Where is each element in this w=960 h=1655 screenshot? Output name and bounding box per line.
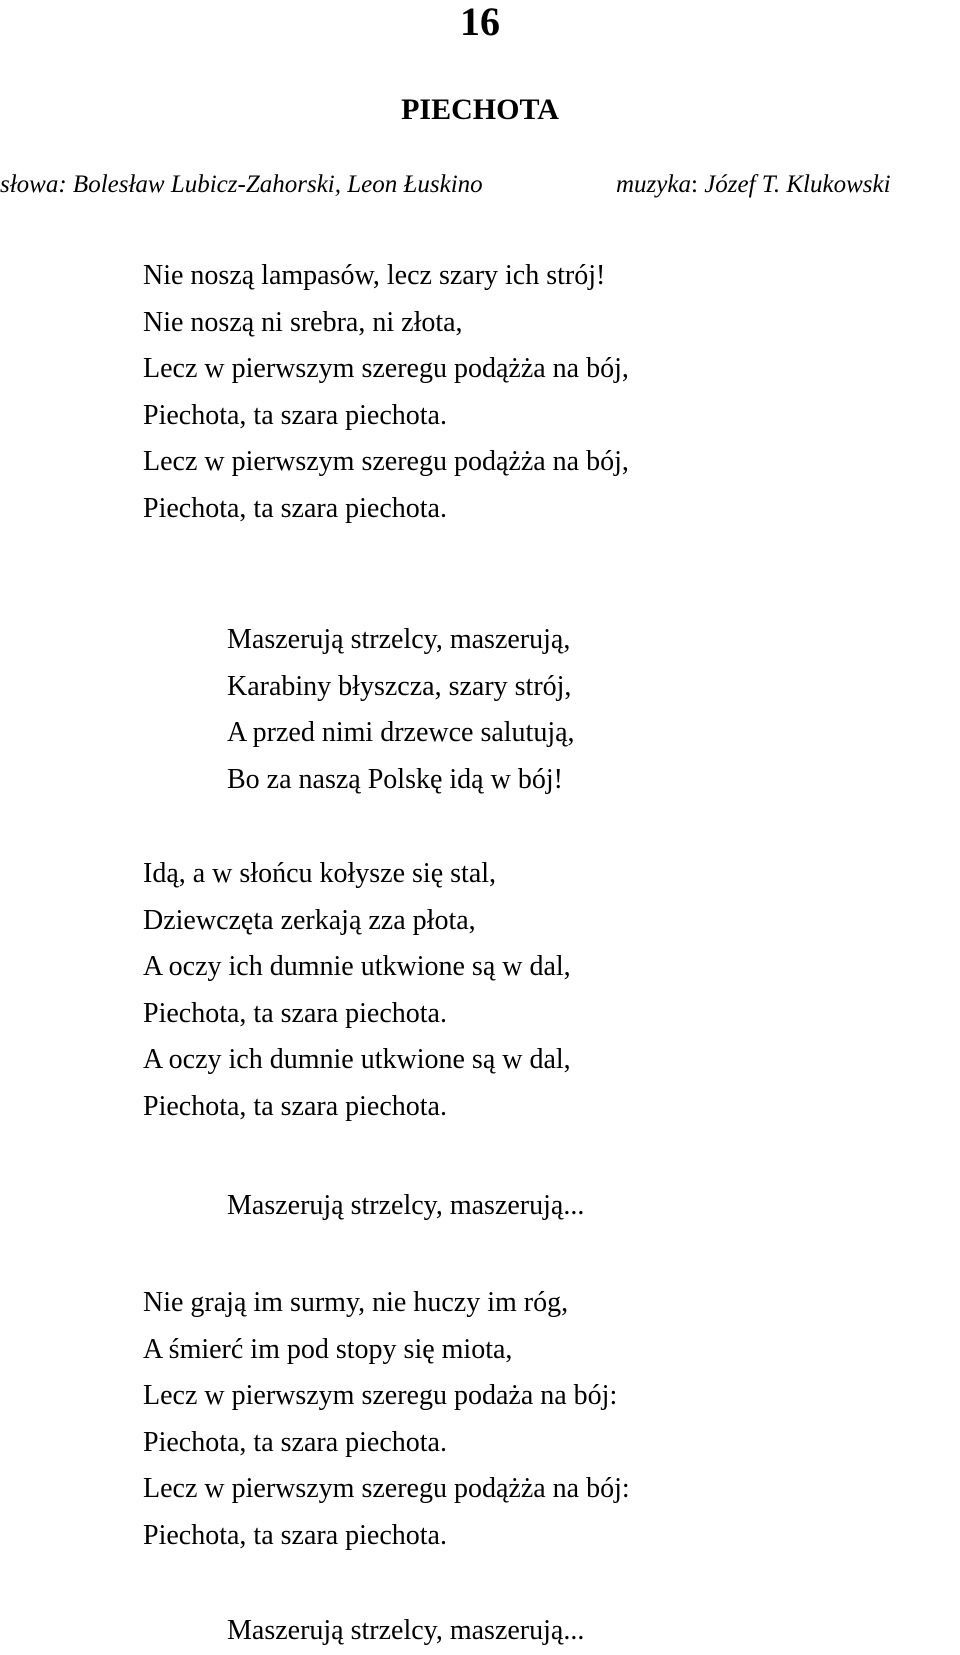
verse-line: Piechota, ta szara piechota. [143, 1090, 447, 1122]
chorus-line: Maszerują strzelcy, maszerują, [227, 624, 571, 655]
chorus-line: Maszerują strzelcy, maszerują... [227, 1190, 585, 1221]
verse-line: Piechota, ta szara piechota. [143, 492, 447, 524]
verse-line: A oczy ich dumnie utkwione są w dal, [143, 951, 571, 982]
chorus-2 [227, 1183, 584, 1230]
verse-line: Idą, a w słońcu kołysze się stal, [143, 858, 497, 889]
music-author: Józef T. Klukowski [697, 171, 891, 198]
verse-line: Piechota, ta szara piechota. [143, 399, 447, 431]
stanza-3 [143, 1280, 630, 1559]
stanza-1 [143, 253, 629, 532]
chorus-line: A przed nimi drzewce salutują, [227, 717, 575, 748]
song-title: PIECHOTA [401, 93, 559, 126]
verse-line: A oczy ich dumnie utkwione są w dal, [143, 1044, 571, 1075]
chorus-line: Karabiny błyszcza, szary strój, [227, 670, 572, 702]
music-label: muzyka [616, 171, 691, 198]
verse-line: Piechota, ta szara piechota. [143, 1426, 447, 1458]
verse-line: A śmierć im pod stopy się miota, [143, 1333, 513, 1365]
verse-line: Dziewczęta zerkają zza płota, [143, 904, 476, 936]
verse-line: Piechota, ta szara piechota. [143, 1519, 447, 1551]
chorus-1 [227, 617, 575, 803]
music-colon: : [690, 171, 698, 198]
verse-line: Lecz w pierwszym szeregu podaża na bój: [143, 1380, 618, 1411]
chorus-line: Bo za naszą Polskę idą w bój! [227, 763, 563, 795]
chorus-line: Maszerują strzelcy, maszerują... [227, 1615, 585, 1646]
music-credit [616, 168, 891, 202]
verse-line: Piechota, ta szara piechota. [143, 997, 447, 1029]
page-number: 16 [460, 0, 500, 44]
lyrics-credit: słowa: Bolesław Lubicz-Zahorski, Leon Łuskino [0, 171, 483, 198]
chorus-3 [227, 1608, 584, 1655]
verse-line: Lecz w pierwszym szeregu podążża na bój, [143, 353, 629, 384]
verse-line: Lecz w pierwszym szeregu podążża na bój, [143, 446, 629, 477]
verse-line: Nie noszą lampasów, lecz szary ich strój! [143, 260, 606, 291]
verse-line: Nie noszą ni srebra, ni złota, [143, 306, 463, 338]
verse-line: Nie grają im surmy, nie huczy im róg, [143, 1287, 569, 1318]
verse-line: Lecz w pierwszym szeregu podążża na bój: [143, 1473, 630, 1504]
stanza-2 [143, 851, 571, 1130]
